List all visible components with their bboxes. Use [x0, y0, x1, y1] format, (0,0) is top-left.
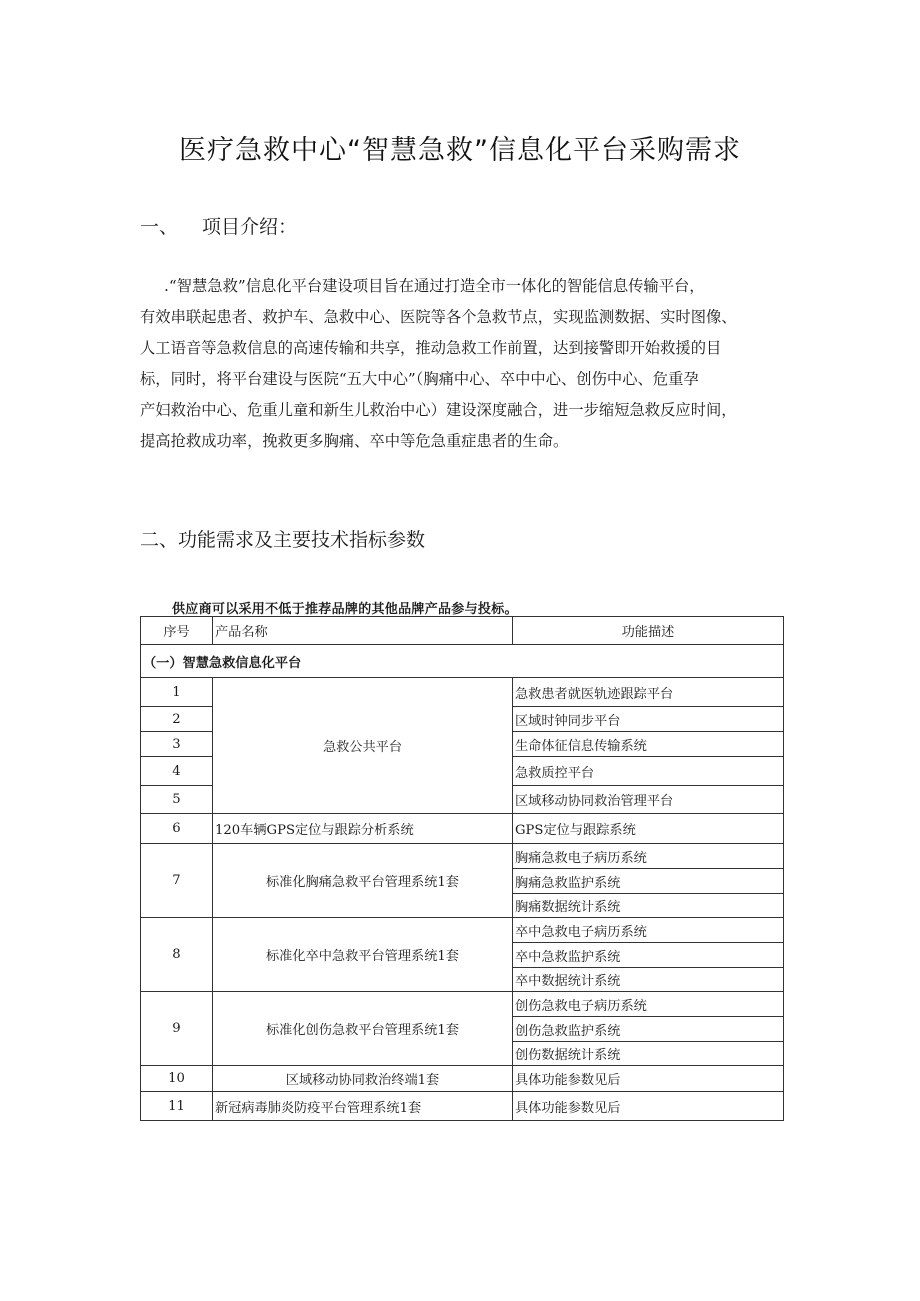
row-desc: 卒中数据统计系统 [513, 968, 784, 992]
row-name: 区域移动协同救治终端1套 [213, 1066, 513, 1092]
row-name: 120车辆GPS定位与跟踪分析系统 [213, 814, 513, 844]
row-no: 9 [141, 992, 213, 1066]
row-desc: 卒中急救监护系统 [513, 943, 784, 968]
row-desc: 创伤数据统计系统 [513, 1042, 784, 1066]
row-desc: 急救患者就医轨迹跟踪平台 [513, 678, 784, 707]
table-row [141, 844, 784, 869]
row-desc: 具体功能参数见后 [513, 1092, 784, 1121]
row-desc: 创伤急救电子病历系统 [513, 992, 784, 1017]
row-no: 8 [141, 918, 213, 992]
table-row [141, 1066, 784, 1092]
intro-line: 提高抢救成功率，挽救更多胸痛、卒中等危急重症患者的生命。 [140, 432, 569, 450]
table-row [141, 918, 784, 943]
table-row [141, 678, 784, 707]
table-section-row [141, 645, 784, 678]
row-desc: 胸痛急救监护系统 [513, 869, 784, 894]
row-no: 3 [141, 732, 213, 757]
row-desc: 卒中急救电子病历系统 [513, 918, 784, 943]
table-row [141, 992, 784, 1017]
section-number: 一、 [140, 216, 179, 238]
intro-line: 有效串联起患者、救护车、急救中心、医院等各个急救节点，实现监测数据、实时图像、 [140, 308, 737, 326]
row-desc: 具体功能参数见后 [513, 1066, 784, 1092]
row-desc: GPS定位与跟踪系统 [513, 814, 784, 844]
bidding-note: 供应商可以采用不低于推荐品牌的其他品牌产品参与投标。 [172, 602, 518, 617]
row-name: 急救公共平台 [213, 678, 513, 814]
row-desc: 区域移动协同救治管理平台 [513, 786, 784, 814]
table-row [141, 1092, 784, 1121]
table-header-row [141, 617, 784, 645]
row-no: 10 [141, 1066, 213, 1092]
row-no: 7 [141, 844, 213, 918]
table-row [141, 814, 784, 844]
row-desc: 创伤急救监护系统 [513, 1017, 784, 1042]
row-name: 标准化创伤急救平台管理系统1套 [213, 992, 513, 1066]
row-desc: 区域时钟同步平台 [513, 707, 784, 732]
row-desc: 胸痛数据统计系统 [513, 894, 784, 918]
row-name: 标准化胸痛急救平台管理系统1套 [213, 844, 513, 918]
row-no: 1 [141, 678, 213, 707]
header-desc: 功能描述 [513, 617, 784, 645]
row-name: 标准化卒中急救平台管理系统1套 [213, 918, 513, 992]
section-label: 项目介绍： [202, 216, 298, 238]
row-no: 5 [141, 786, 213, 814]
row-no: 2 [141, 707, 213, 732]
header-name: 产品名称 [213, 617, 513, 645]
row-name: 新冠病毒肺炎防疫平台管理系统1套 [213, 1092, 513, 1121]
intro-line: 产妇救治中心、危重儿童和新生儿救治中心）建设深度融合，进一步缩短急救反应时间， [140, 401, 737, 419]
row-desc: 急救质控平台 [513, 757, 784, 786]
intro-line: 标，同时，将平台建设与医院“五大中心”（胸痛中心、卒中中心、创伤中心、危重孕 [140, 370, 699, 388]
intro-line: 人工语音等急救信息的高速传输和共享，推动急救工作前置，达到接警即开始救援的目 [140, 339, 722, 357]
page-title: 医疗急救中心“智慧急救”信息化平台采购需求 [179, 135, 741, 166]
header-no: 序号 [141, 617, 213, 645]
row-desc: 胸痛急救电子病历系统 [513, 844, 784, 869]
row-no: 4 [141, 757, 213, 786]
requirements-table [140, 616, 784, 1121]
section-heading-intro [140, 212, 297, 239]
section-heading-requirements: 二、功能需求及主要技术指标参数 [140, 529, 426, 551]
intro-line: .“智慧急救”信息化平台建设项目旨在通过打造全市一体化的智能信息传输平台， [164, 277, 705, 295]
section-label-cell: （一）智慧急救信息化平台 [141, 645, 784, 678]
intro-paragraph [140, 271, 782, 457]
row-no: 6 [141, 814, 213, 844]
row-no: 11 [141, 1092, 213, 1121]
row-desc: 生命体征信息传输系统 [513, 732, 784, 757]
